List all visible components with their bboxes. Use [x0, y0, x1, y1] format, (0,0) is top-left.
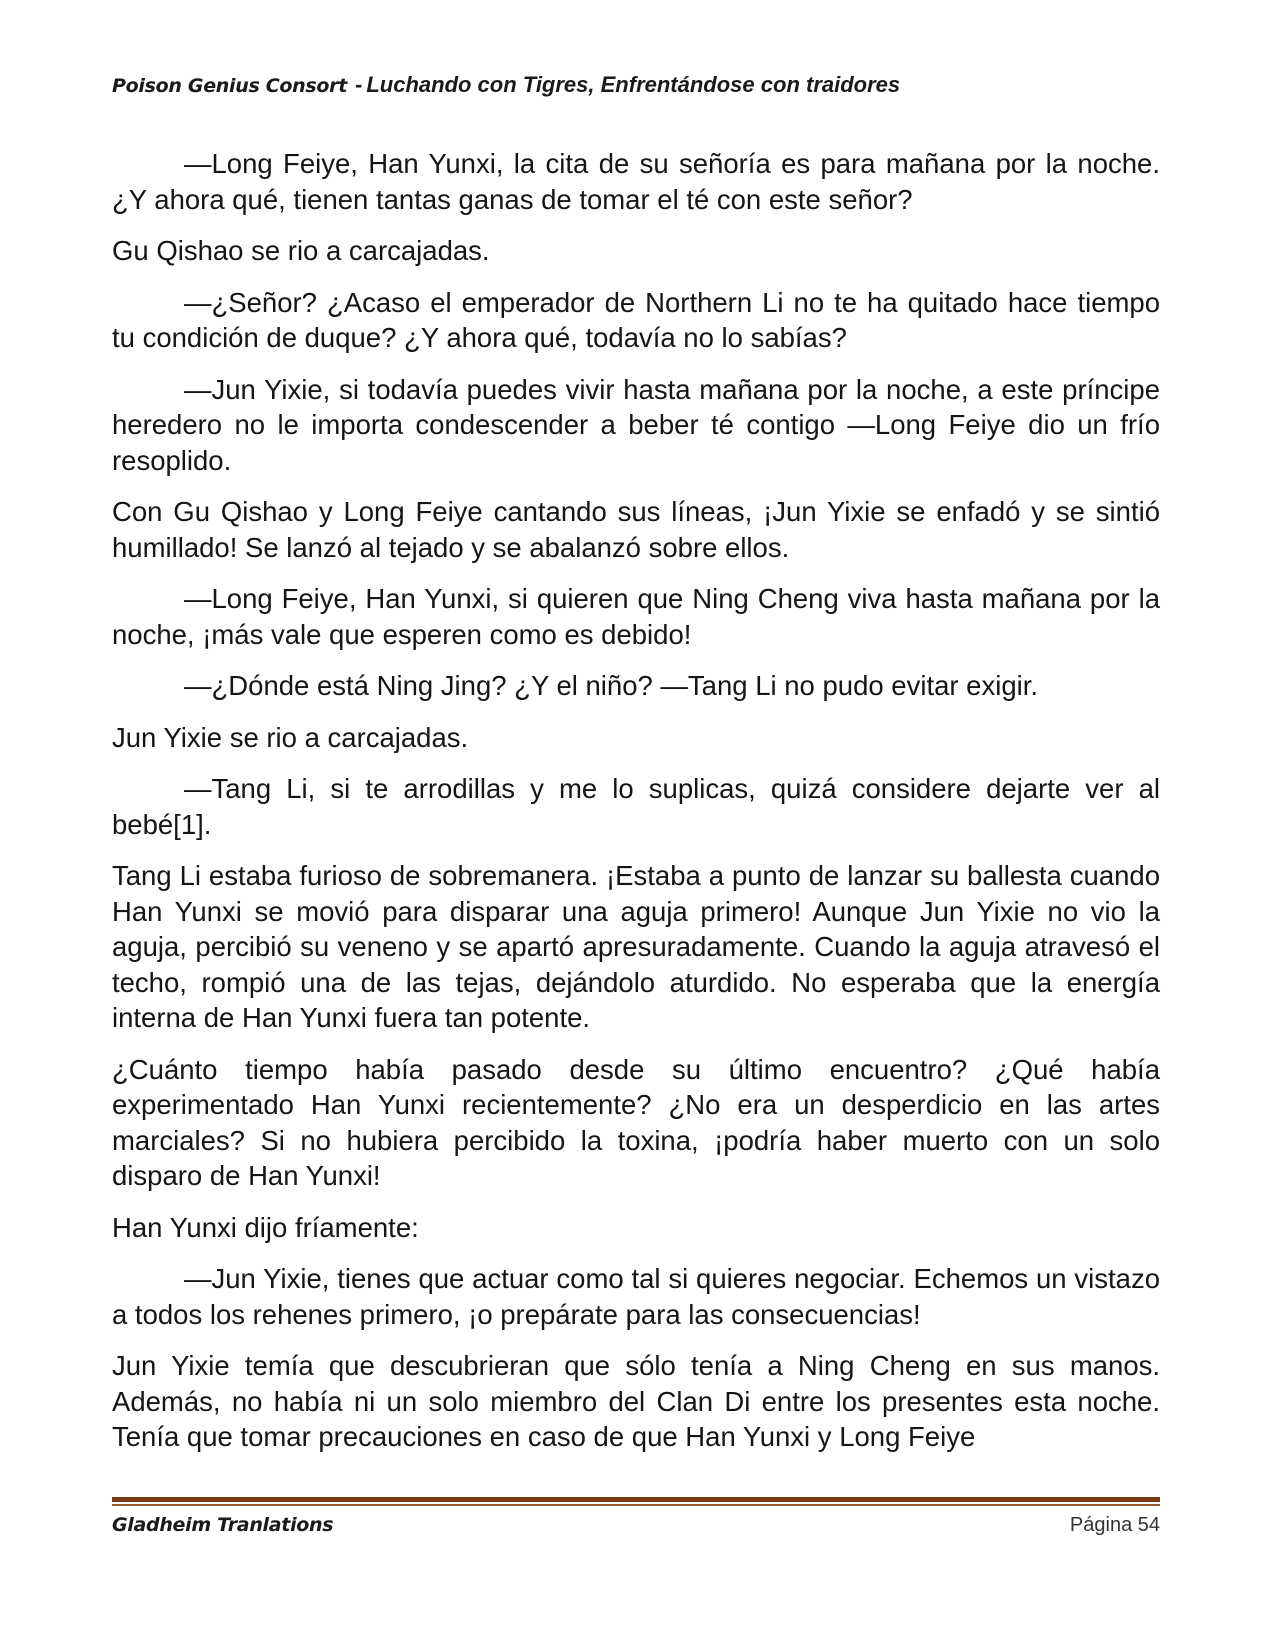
page-number: Página 54 — [1069, 1514, 1160, 1536]
paragraph: Tang Li estaba furioso de sobremanera. ¡Estaba a punto de lanzar su ballesta cuando Han Yunxi se movió para disparar una aguja primero! Aunque Jun Yixie no vio la aguja, percibió su veneno y se apartó apresuradamente. Cuando la aguja atravesó el techo, rompió una de las tejas, dejándolo aturdido. No esperaba que la energía interna de Han Yunxi fuera tan potente. — [112, 860, 1160, 1033]
paragraph: —Long Feiye, Han Yunxi, la cita de su señoría es para mañana por la noche. ¿Y ahora qué, tienen tantas ganas de tomar el té con este señor? — [112, 148, 1160, 215]
chapter-title: Luchando con Tigres, Enfrentándose con traidores — [366, 72, 901, 97]
paragraph: Gu Qishao se rio a carcajadas. — [112, 235, 490, 266]
paragraph: —¿Dónde está Ning Jing? ¿Y el niño? —Tang Li no pudo evitar exigir. — [184, 670, 1039, 701]
paragraph: Jun Yixie temía que descubrieran que sólo tenía a Ning Cheng en sus manos. Además, no había ni un solo miembro del Clan Di entre los presentes esta noche. Tenía que tomar precauciones en caso de que Han Yunxi y Long Feiye — [112, 1350, 1160, 1452]
page-header — [112, 72, 1172, 98]
paragraph: —Long Feiye, Han Yunxi, si quieren que Ning Cheng viva hasta mañana por la noche, ¡más vale que esperen como es debido! — [112, 583, 1160, 650]
paragraph: —¿Señor? ¿Acaso el emperador de Northern Li no te ha quitado hace tiempo tu condición de duque? ¿Y ahora qué, todavía no lo sabías? — [112, 286, 1160, 353]
header-separator: - — [355, 72, 363, 97]
paragraph: —Jun Yixie, si todavía puedes vivir hasta mañana por la noche, a este príncipe heredero no le importa condescender a beber té contigo —Long Feiye dio un frío resoplido. — [112, 373, 1160, 476]
footer-divider-thin — [112, 1504, 1160, 1506]
paragraph: Jun Yixie se rio a carcajadas. — [112, 721, 469, 753]
paragraph: —Jun Yixie, tienes que actuar como tal si quieres negociar. Echemos un vistazo a todos los rehenes primero, ¡o prepárate para las consecuencias! — [112, 1263, 1160, 1330]
paragraph: Con Gu Qishao y Long Feiye cantando sus líneas, ¡Jun Yixie se enfadó y se sintió humillado! Se lanzó al tejado y se abalanzó sobre ellos. — [112, 496, 1160, 563]
paragraph: Han Yunxi dijo fríamente: — [112, 1211, 419, 1243]
translator-credit: Gladheim Tranlations — [112, 1514, 334, 1536]
paragraph: —Tang Li, si te arrodillas y me lo suplicas, quizá considere dejarte ver al bebé[1]. — [112, 773, 1160, 840]
footer-divider — [112, 1497, 1160, 1506]
page-body — [112, 146, 1160, 1471]
paragraph: ¿Cuánto tiempo había pasado desde su último encuentro? ¿Qué había experimentado Han Yunxi recientemente? ¿No era un desperdicio en las artes marciales? Si no hubiera percibido la toxina, ¡podría haber muerto con un solo disparo de Han Yunxi! — [112, 1053, 1160, 1191]
footer-divider-thick — [112, 1497, 1160, 1502]
book-title: Poison Genius Consort — [112, 75, 348, 97]
